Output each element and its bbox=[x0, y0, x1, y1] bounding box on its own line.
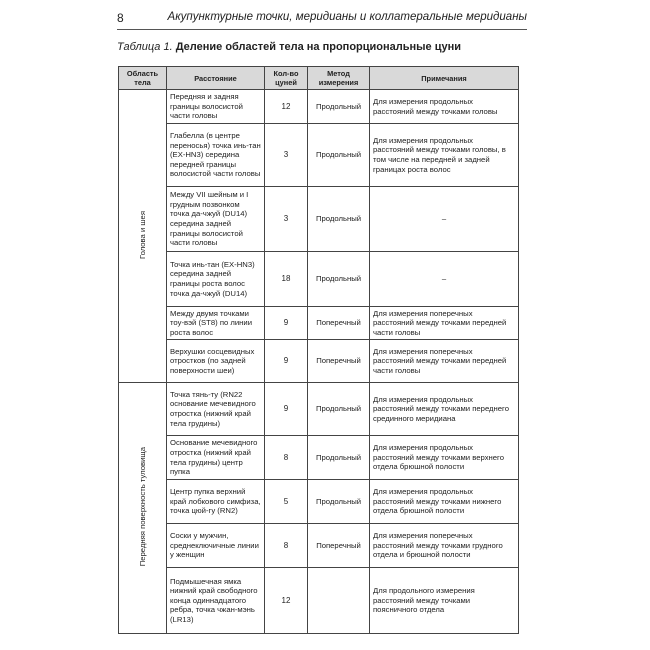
distance-cell: Точка инь-тан (EX-HN3) середина задней границы роста волос точка да-чжуй (DU14) bbox=[167, 252, 265, 307]
table-row bbox=[119, 90, 519, 124]
distance-cell: Соски у мужчин, среднеключичные линии у женщин bbox=[167, 524, 265, 568]
distance-cell: Между двумя точками тоу-вэй (ST8) по линии роста волос bbox=[167, 307, 265, 340]
table-row bbox=[119, 187, 519, 252]
distance-cell: Точка тянь-ту (RN22 основание мечевидного отростка (нижний край тела грудины) bbox=[167, 383, 265, 436]
method-cell: Продольный bbox=[308, 90, 370, 124]
note-cell: – bbox=[370, 187, 519, 252]
table-header-row bbox=[119, 67, 519, 90]
page-header bbox=[117, 10, 527, 28]
column-header-distance: Расстояние bbox=[167, 67, 265, 90]
distance-cell: Между VII шейным и I грудным позвонком точка да-чжуй (DU14) середина задней границы волосистой части головы bbox=[167, 187, 265, 252]
method-cell: Продольный bbox=[308, 383, 370, 436]
region-cell-head-neck bbox=[119, 90, 167, 383]
cun-count-cell: 8 bbox=[265, 436, 308, 480]
distance-cell: Подмышечная ямка нижний край свободного конца одиннадцатого ребра, точка чжан-мэнь (LR13) bbox=[167, 568, 265, 634]
table-row bbox=[119, 568, 519, 634]
distance-cell: Основание мечевидного отростка (нижний край тела грудины) центр пупка bbox=[167, 436, 265, 480]
column-header-method: Метод измерения bbox=[308, 67, 370, 90]
note-cell: Для измерения продольных расстояний между точками головы bbox=[370, 90, 519, 124]
method-cell: Продольный bbox=[308, 187, 370, 252]
cun-count-cell: 5 bbox=[265, 480, 308, 524]
table-caption-title: Деление областей тела на пропорциональные цуни bbox=[175, 41, 462, 53]
distance-cell: Передняя и задняя границы волосистой части головы bbox=[167, 90, 265, 124]
cun-count-cell: 9 bbox=[265, 307, 308, 340]
note-cell: Для измерения поперечных расстояний между точками грудного отдела и брюшной полости bbox=[370, 524, 519, 568]
table-row bbox=[119, 383, 519, 436]
table-row bbox=[119, 436, 519, 480]
column-header-notes: Примечания bbox=[370, 67, 519, 90]
column-header-region: Область тела bbox=[119, 67, 167, 90]
proportional-cun-table bbox=[118, 66, 519, 634]
region-cell-anterior-trunk bbox=[119, 383, 167, 634]
note-cell: Для продольного измерения расстояний между точками поясничного отдела bbox=[370, 568, 519, 634]
method-cell: Поперечный bbox=[308, 340, 370, 383]
method-cell: Поперечный bbox=[308, 524, 370, 568]
note-cell: Для измерения поперечных расстояний между точками передней части головы bbox=[370, 307, 519, 340]
table-row bbox=[119, 252, 519, 307]
page-number: 8 bbox=[117, 11, 124, 25]
note-cell: Для измерения продольных расстояний между точками верхнего отдела брюшной полости bbox=[370, 436, 519, 480]
distance-cell: Глабелла (в центре переносья) точка инь-тан (EX-HN3) середина передней границы волосистой части головы bbox=[167, 124, 265, 187]
note-cell: Для измерения поперечных расстояний между точками передней части головы bbox=[370, 340, 519, 383]
note-cell: Для измерения продольных расстояний между точками нижнего отдела брюшной полости bbox=[370, 480, 519, 524]
header-rule bbox=[117, 29, 527, 30]
method-cell: Продольный bbox=[308, 124, 370, 187]
table-caption-number: Таблица 1. bbox=[117, 41, 173, 53]
distance-cell: Верхушки сосцевидных отростков (по задней поверхности шеи) bbox=[167, 340, 265, 383]
method-cell bbox=[308, 568, 370, 634]
method-cell: Продольный bbox=[308, 480, 370, 524]
running-head: Акупунктурные точки, меридианы и коллатеральные меридианы bbox=[167, 11, 527, 23]
cun-count-cell: 9 bbox=[265, 340, 308, 383]
method-cell: Продольный bbox=[308, 252, 370, 307]
distance-cell: Центр пупка верхний край лобкового симфиза, точка цюй-гу (RN2) bbox=[167, 480, 265, 524]
column-header-count: Кол-во цуней bbox=[265, 67, 308, 90]
table-row bbox=[119, 524, 519, 568]
cun-count-cell: 3 bbox=[265, 187, 308, 252]
region-label: Передняя поверхность туловища bbox=[137, 447, 147, 567]
cun-count-cell: 12 bbox=[265, 90, 308, 124]
table-row bbox=[119, 480, 519, 524]
cun-count-cell: 9 bbox=[265, 383, 308, 436]
table-caption bbox=[117, 41, 537, 53]
table-row bbox=[119, 124, 519, 187]
cun-count-cell: 8 bbox=[265, 524, 308, 568]
table-row bbox=[119, 340, 519, 383]
note-cell: – bbox=[370, 252, 519, 307]
cun-count-cell: 18 bbox=[265, 252, 308, 307]
cun-count-cell: 12 bbox=[265, 568, 308, 634]
note-cell: Для измерения продольных расстояний между точками головы, в том числе на передней и задней границах роста волос bbox=[370, 124, 519, 187]
table-row bbox=[119, 307, 519, 340]
method-cell: Продольный bbox=[308, 436, 370, 480]
note-cell: Для измерения продольных расстояний между точками переднего срединного меридиана bbox=[370, 383, 519, 436]
method-cell: Поперечный bbox=[308, 307, 370, 340]
region-label: Голова и шея bbox=[137, 210, 147, 259]
cun-count-cell: 3 bbox=[265, 124, 308, 187]
